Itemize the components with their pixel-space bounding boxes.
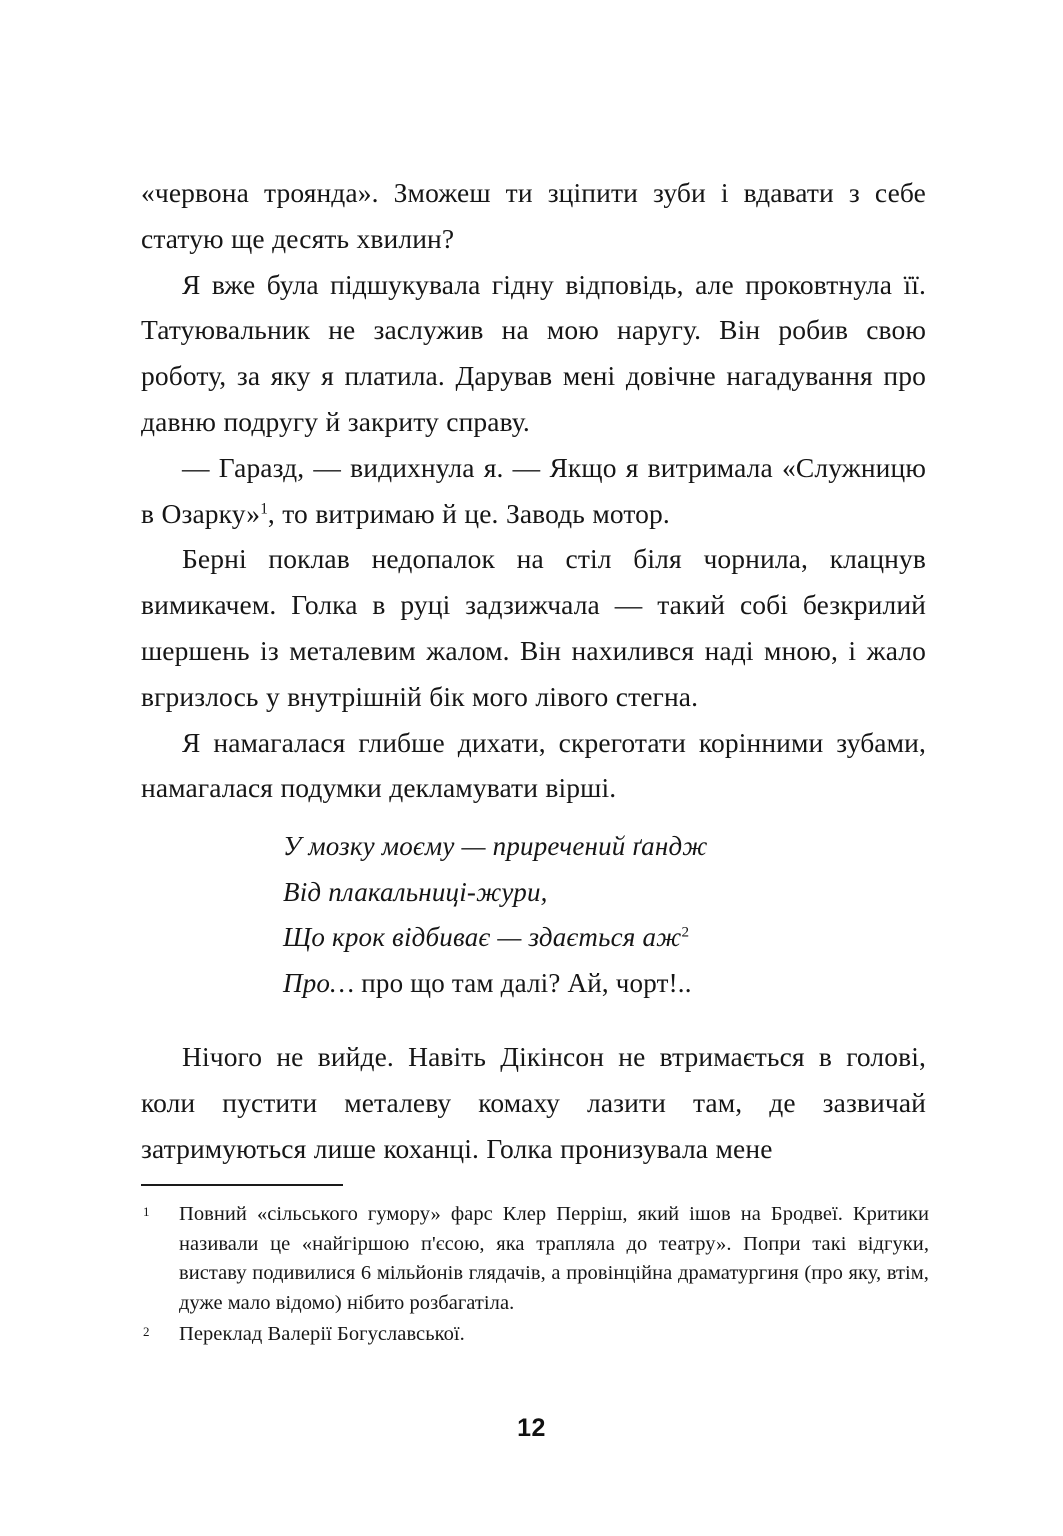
poem-line-italic: Що крок відбиває — здається аж bbox=[283, 922, 682, 952]
paragraph: Берні поклав недопалок на стіл біля чорнила, клацнув вимикачем. Голка в руці задзижчала — такий собі безкрилий шершень із металевим жалом. Він нахилився наді мною, і жало вгризлось у внутрішній бік мого лівого стегна. bbox=[141, 543, 926, 712]
paragraph-text-after-ref: , то витримаю й це. Заводь мотор. bbox=[267, 497, 670, 529]
poem-line-italic: Про… bbox=[283, 967, 362, 998]
paragraph: Нічого не вийде. Навіть Дікінсон не втримається в голові, коли пустити металеву комаху лазити там, де зазвичай затримуються лише коханці. Голка пронизувала мене bbox=[141, 1041, 926, 1164]
poem-line bbox=[283, 870, 923, 916]
footnote-ref-1[interactable]: 1 bbox=[260, 500, 268, 518]
paragraph: Я намагалася глибше дихати, скреготати корінними зубами, намагалася подумки декламувати вірші. bbox=[141, 726, 926, 804]
poem-line-roman: про що там далі? Ай, чорт!.. bbox=[361, 967, 692, 998]
paragraph-text-before-ref: — Гаразд, — видихнула я. — Якщо я витримала «Служницю в Озарку» bbox=[141, 451, 926, 529]
body-text-bottom bbox=[141, 1034, 926, 1171]
page-number: 12 bbox=[517, 1414, 546, 1442]
poem-line bbox=[283, 961, 923, 1007]
footnote-text: Переклад Валерії Богуславської. bbox=[179, 1323, 465, 1345]
footnote-item bbox=[141, 1320, 929, 1350]
paragraph: «червона троянда». Зможеш ти зціпити зуби і вдавати з себе статую ще десять хвилин? bbox=[141, 177, 926, 254]
footnote-separator-rule bbox=[141, 1184, 343, 1186]
footnote-item bbox=[141, 1200, 929, 1318]
footnote-ref-2[interactable]: 2 bbox=[681, 924, 690, 941]
footnote-text: Повний «сільського гумору» фарс Клер Перріш, який ішов на Бродвеї. Критики називали це «найгіршою п'єсою, яка трапляла до театру». Попри такі відгуки, виставу подивилися 6 мільйонів глядачів, а провінційна драматургиня (про яку, втім, дуже мало відомо) нібито розбагатіла. bbox=[179, 1203, 929, 1314]
poem-line bbox=[283, 915, 923, 961]
poem-line-italic: Від плакальниці-жури, bbox=[283, 876, 548, 907]
footnote-marker: 1 bbox=[143, 1204, 150, 1219]
paragraph: Я вже була підшукувала гідну відповідь, але проковтнула її. Татуювальник не заслужив на мою наругу. Він робив свою роботу, за яку я платила. Дарував мені довічне нагадування про давню подругу й закриту справу. bbox=[141, 268, 926, 437]
footnote-marker: 2 bbox=[143, 1324, 150, 1339]
footnotes-block bbox=[141, 1200, 929, 1352]
poem-line-italic: У мозку моєму — приречений ґандж bbox=[283, 831, 708, 861]
paragraph-with-footnote-ref bbox=[141, 445, 926, 537]
poem-block bbox=[283, 824, 923, 1006]
poem-line bbox=[283, 824, 923, 870]
body-text-top bbox=[141, 170, 926, 811]
